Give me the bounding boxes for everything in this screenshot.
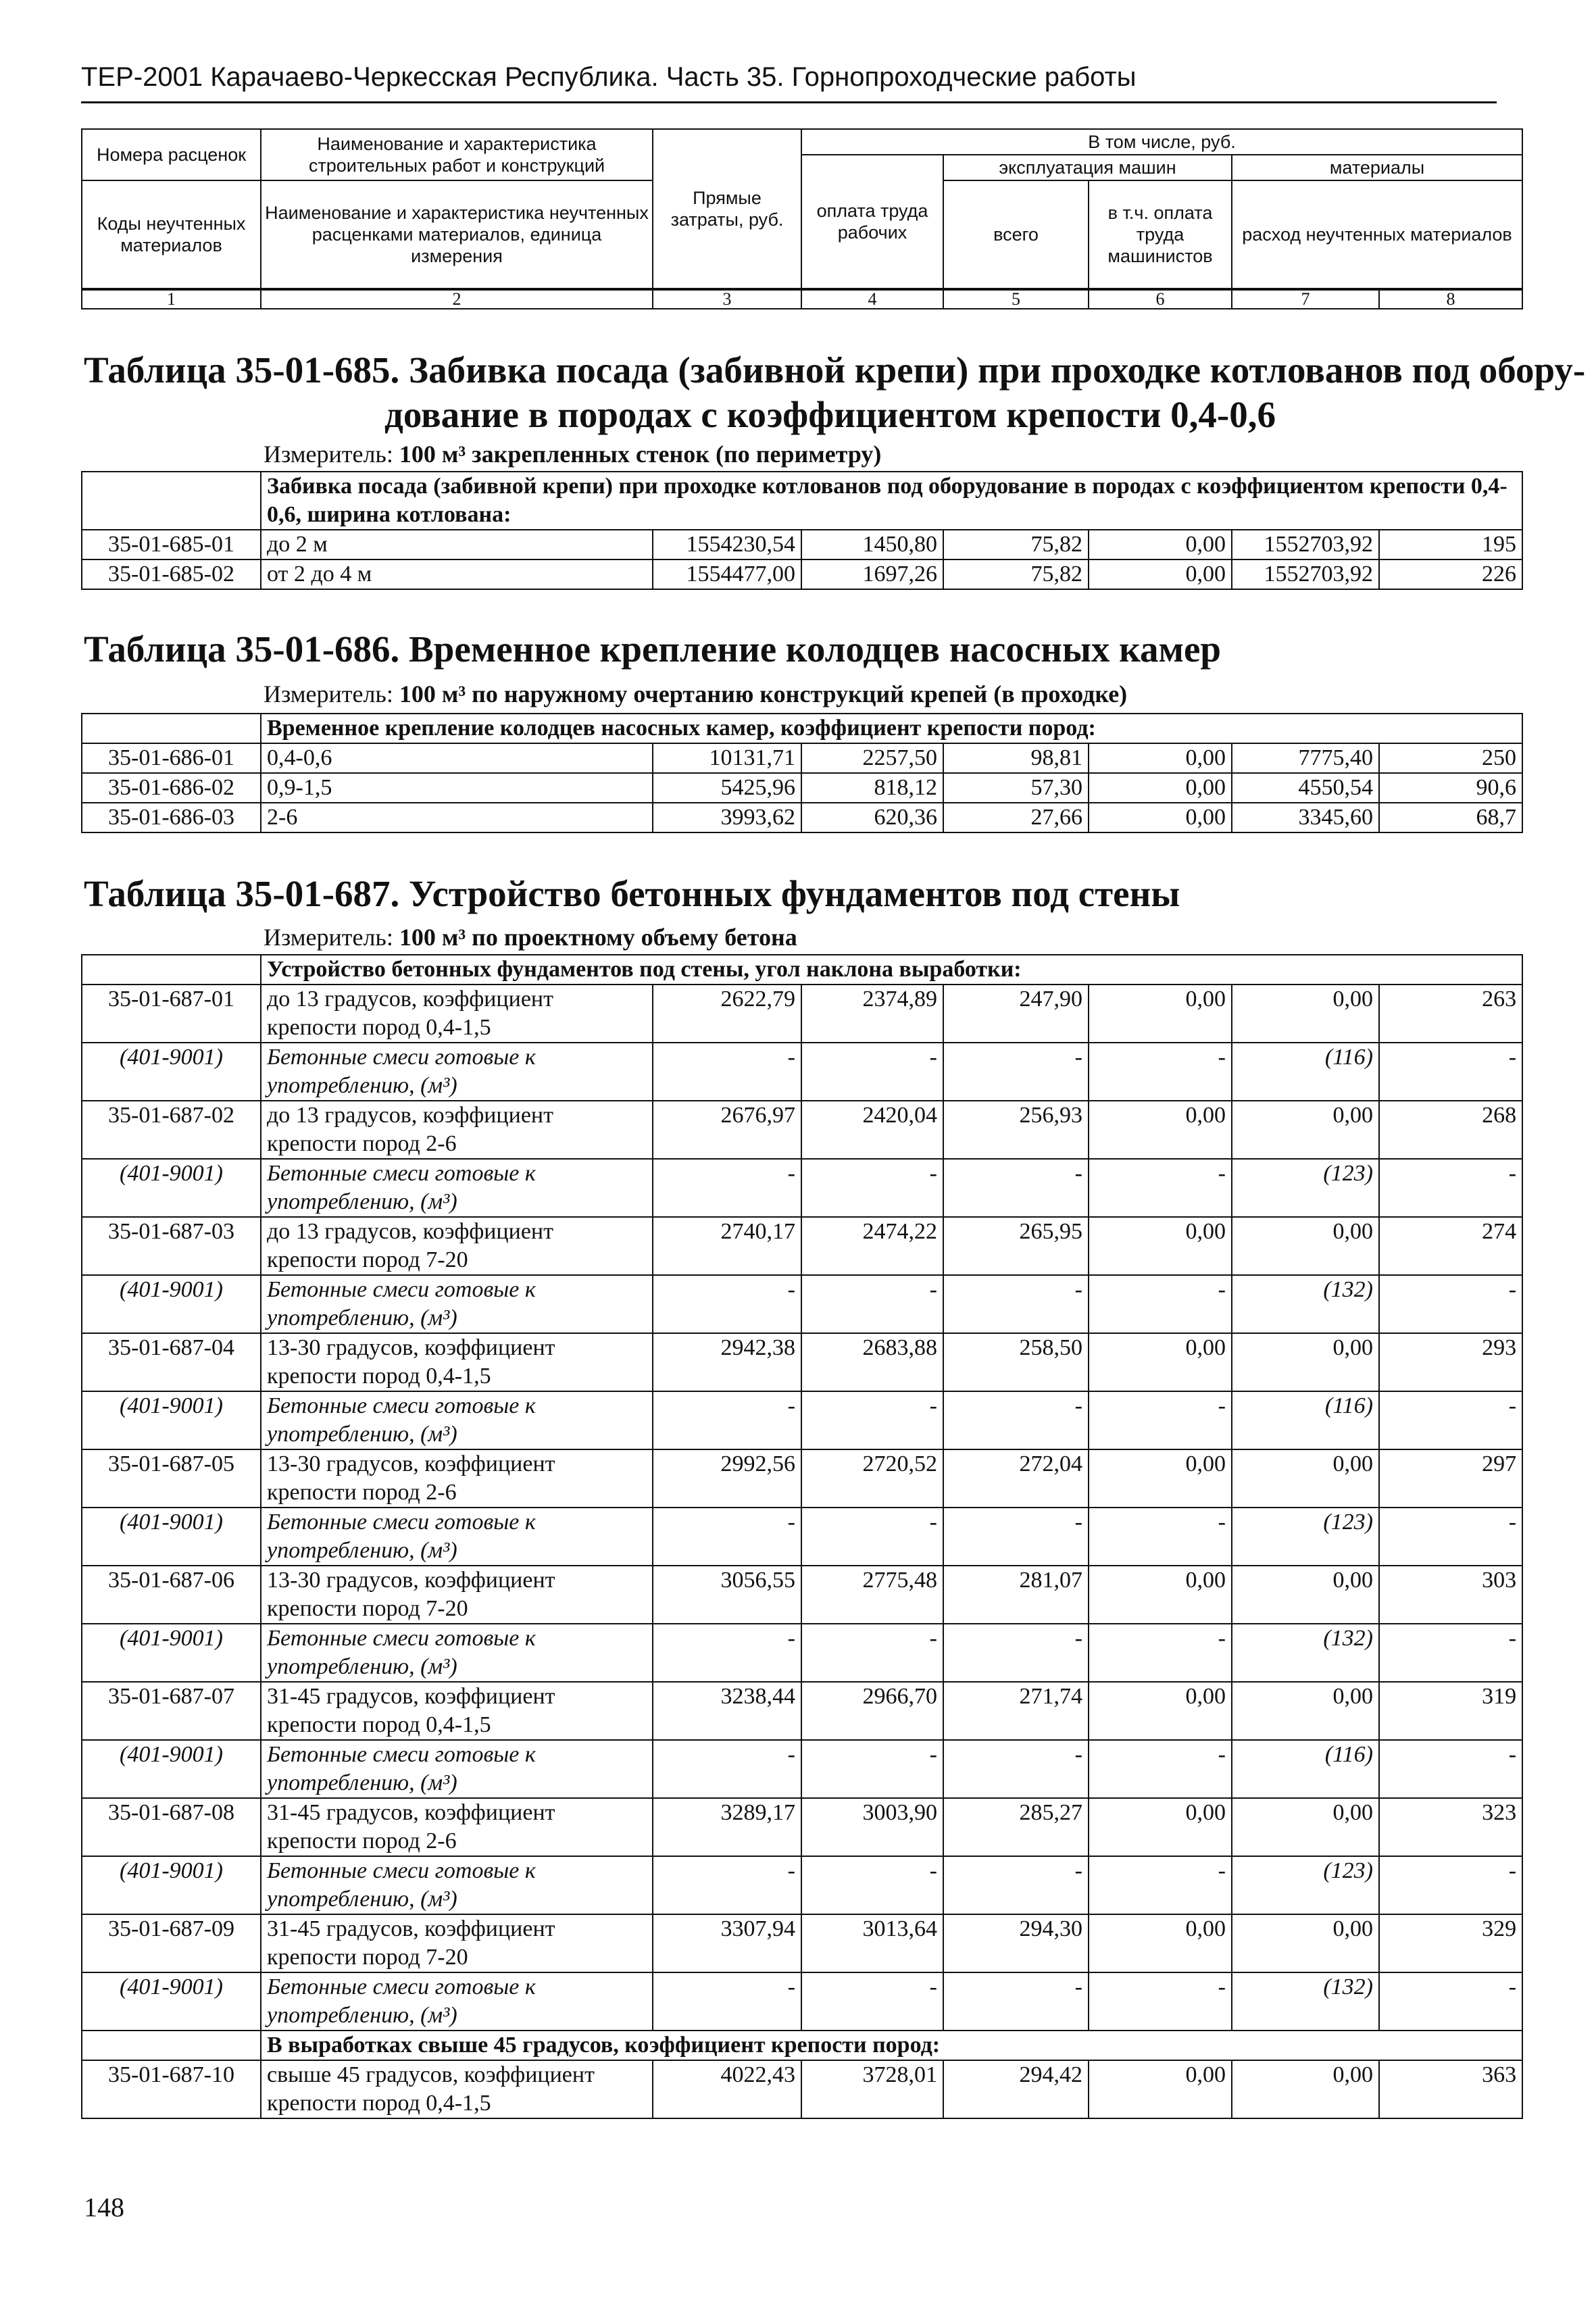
material-name: Бетонные смеси готовые к употреблению, (м³) [261, 1624, 653, 1682]
table-685 [81, 471, 1523, 590]
cell-mat: 0,00 [1232, 1798, 1379, 1856]
cell-machpay: 0,00 [1089, 985, 1232, 1043]
cell-machpay: 0,00 [1089, 1914, 1232, 1972]
cell-dash: - [943, 1740, 1089, 1798]
cell-machpay: 0,00 [1089, 1217, 1232, 1275]
table-686 [81, 713, 1523, 833]
cell-dash: - [943, 1972, 1089, 2031]
cell-name: 31-45 градусов, коэффициент крепости пород 0,4-1,5 [261, 1682, 653, 1740]
material-quantity: (116) [1232, 1043, 1379, 1101]
cell-name: до 13 градусов, коэффициент крепости пород 0,4-1,5 [261, 985, 653, 1043]
cell-machpay: 0,00 [1089, 1101, 1232, 1159]
cell-pay: 3728,01 [801, 2060, 943, 2118]
cell-machpay: 0,00 [1089, 1566, 1232, 1624]
cell-dash: - [1379, 1391, 1522, 1449]
cell-mat: 0,00 [1232, 1101, 1379, 1159]
material-quantity: (123) [1232, 1159, 1379, 1217]
material-row [82, 1856, 1522, 1914]
cell-dash: - [1089, 1972, 1232, 2031]
col-materials: материалы [1232, 155, 1522, 180]
cell-direct: 3056,55 [653, 1566, 801, 1624]
cell-name: 13-30 градусов, коэффициент крепости пород 0,4-1,5 [261, 1333, 653, 1391]
cell-dash: - [653, 1159, 801, 1217]
cell-mat: 0,00 [1232, 1914, 1379, 1972]
cell-name: свыше 45 градусов, коэффициент крепости пород 0,4-1,5 [261, 2060, 653, 2118]
cell-direct: 3238,44 [653, 1682, 801, 1740]
cell-dash: - [801, 1972, 943, 2031]
table-row [82, 985, 1522, 1043]
material-row [82, 1275, 1522, 1333]
col-materials-consumption: расход неучтенных материалов [1232, 180, 1522, 289]
table-685-title-line2: дование в породах с коэффициентом крепости 0,4-0,6 [384, 394, 1276, 435]
material-name: Бетонные смеси готовые к употреблению, (м³) [261, 1275, 653, 1333]
cell-dash: - [1089, 1624, 1232, 1682]
col-including: В том числе, руб. [801, 129, 1522, 155]
col-workers-pay: оплата труда рабочих [801, 155, 943, 289]
col-number: 1 [82, 290, 261, 309]
cell-name: 31-45 градусов, коэффициент крепости пород 2-6 [261, 1798, 653, 1856]
material-row [82, 1043, 1522, 1101]
cell-name: 31-45 градусов, коэффициент крепости пород 7-20 [261, 1914, 653, 1972]
cell-name: 13-30 градусов, коэффициент крепости пород 7-20 [261, 1566, 653, 1624]
cell-mach: 281,07 [943, 1566, 1089, 1624]
material-name: Бетонные смеси готовые к употреблению, (м³) [261, 1856, 653, 1914]
cell-direct: 2622,79 [653, 985, 801, 1043]
cell-pay: 2420,04 [801, 1101, 943, 1159]
col-rates-numbers: Номера расценок [82, 129, 261, 180]
cell-dash: - [1089, 1508, 1232, 1566]
cell-dash: - [653, 1740, 801, 1798]
col-number: 3 [653, 290, 801, 309]
material-name: Бетонные смеси готовые к употреблению, (м³) [261, 1159, 653, 1217]
material-code: (401-9001) [82, 1391, 261, 1449]
cell-direct: 3289,17 [653, 1798, 801, 1856]
cell-name: до 13 градусов, коэффициент крепости пород 7-20 [261, 1217, 653, 1275]
cell-labor: 293 [1379, 1333, 1522, 1391]
cell-mat: 0,00 [1232, 1566, 1379, 1624]
cell-mach: 272,04 [943, 1449, 1089, 1508]
col-work-name: Наименование и характеристика строительных работ и конструкций [261, 129, 653, 180]
cell-code: 35-01-687-02 [82, 1101, 261, 1159]
cell-mach: 265,95 [943, 1217, 1089, 1275]
cell-dash: - [1089, 1159, 1232, 1217]
cell-dash: - [801, 1740, 943, 1798]
cell-name: до 13 градусов, коэффициент крепости пород 2-6 [261, 1101, 653, 1159]
cell-mat: 0,00 [1232, 1217, 1379, 1275]
cell-mach: 271,74 [943, 1682, 1089, 1740]
cell-pay: 3003,90 [801, 1798, 943, 1856]
page-header: ТЕР-2001 Карачаево-Черкесская Республика. Часть 35. Горнопроходческие работы [81, 62, 1137, 92]
cell-labor: 268 [1379, 1101, 1522, 1159]
cell-dash: - [1379, 1740, 1522, 1798]
cell-labor: 274 [1379, 1217, 1522, 1275]
table-685-meter: Измеритель: 100 м³ закрепленных стенок (по периметру) [264, 441, 882, 468]
col-machinists-pay: в т.ч. оплата труда машинистов [1089, 180, 1232, 289]
cell-dash: - [801, 1275, 943, 1333]
column-numbers-row [81, 289, 1523, 309]
cell-dash: - [1379, 1624, 1522, 1682]
material-row [82, 1391, 1522, 1449]
table-687-meter: Измеритель: 100 м³ по проектному объему бетона [264, 924, 797, 951]
cell-code: 35-01-687-08 [82, 1798, 261, 1856]
cell-code: 35-01-687-03 [82, 1217, 261, 1275]
cell-dash: - [1379, 1972, 1522, 2031]
cell-direct: 3307,94 [653, 1914, 801, 1972]
col-machines-total: всего [943, 180, 1089, 289]
cell-dash: - [1089, 1740, 1232, 1798]
cell-machpay: 0,00 [1089, 1333, 1232, 1391]
cell-mat: 0,00 [1232, 2060, 1379, 2118]
cell-dash: - [801, 1856, 943, 1914]
cell-mach: 256,93 [943, 1101, 1089, 1159]
spacer-cell [82, 2031, 261, 2060]
table-686-meter: Измеритель: 100 м³ по наружному очертанию конструкций крепей (в проходке) [264, 680, 1128, 707]
cell-dash: - [653, 1391, 801, 1449]
col-direct-costs: Прямые затраты, руб. [653, 129, 801, 289]
material-row [82, 1508, 1522, 1566]
cell-pay: 2374,89 [801, 985, 943, 1043]
cell-labor: 323 [1379, 1798, 1522, 1856]
material-code: (401-9001) [82, 1159, 261, 1217]
material-code: (401-9001) [82, 1972, 261, 2031]
table-row [82, 1914, 1522, 1972]
material-code: (401-9001) [82, 1624, 261, 1682]
cell-dash: - [653, 1043, 801, 1101]
cell-direct: 4022,43 [653, 2060, 801, 2118]
cell-dash: - [1379, 1043, 1522, 1101]
cell-pay: 3013,64 [801, 1914, 943, 1972]
table-686-title: Таблица 35-01-686. Временное крепление колодцев насосных камер [84, 628, 1221, 670]
table-row [82, 1798, 1522, 1856]
cell-dash: - [1379, 1856, 1522, 1914]
cell-labor: 297 [1379, 1449, 1522, 1508]
table-687 [81, 954, 1523, 2119]
table-row [82, 1217, 1522, 1275]
table-687-subhead: Устройство бетонных фундаментов под стены, угол наклона выработки: [261, 955, 1522, 985]
material-code: (401-9001) [82, 1740, 261, 1798]
material-quantity: (116) [1232, 1391, 1379, 1449]
material-quantity: (123) [1232, 1508, 1379, 1566]
material-quantity: (132) [1232, 1275, 1379, 1333]
material-code: (401-9001) [82, 1043, 261, 1101]
cell-direct: 2942,38 [653, 1333, 801, 1391]
cell-dash: - [943, 1391, 1089, 1449]
table-685-title-line1: Таблица 35-01-685. Забивка посада (забивной крепи) при проходке котлованов под обору- [84, 349, 1586, 391]
header-rule [81, 101, 1497, 103]
table-685-subhead: Забивка посада (забивной крепи) при проходке котлованов под оборудование в породах с коэффициентом крепости 0,4-0,6, ширина котлована: [261, 472, 1522, 530]
table-row: 35-01-685-01 до 2 м 1554230,54 1450,80 75,82 0,00 1552703,92 195 [82, 530, 1522, 559]
col-number: 2 [261, 290, 653, 309]
table-row [82, 1101, 1522, 1159]
material-row [82, 1972, 1522, 2031]
material-name: Бетонные смеси готовые к употреблению, (м³) [261, 1972, 653, 2031]
cell-pay: 2966,70 [801, 1682, 943, 1740]
table-686-subhead: Временное крепление колодцев насосных камер, коэффициент крепости пород: [261, 714, 1522, 743]
table-row [82, 1566, 1522, 1624]
cell-mach: 258,50 [943, 1333, 1089, 1391]
cell-mat: 0,00 [1232, 1682, 1379, 1740]
table-row: 35-01-685-02 от 2 до 4 м 1554477,00 1697,26 75,82 0,00 1552703,92 226 [82, 559, 1522, 589]
material-code: (401-9001) [82, 1508, 261, 1566]
col-number: 7 [1232, 290, 1379, 309]
material-quantity: (132) [1232, 1624, 1379, 1682]
cell-dash: - [801, 1159, 943, 1217]
cell-pay: 2474,22 [801, 1217, 943, 1275]
cell-dash: - [653, 1508, 801, 1566]
cell-dash: - [653, 1972, 801, 2031]
cell-code: 35-01-687-05 [82, 1449, 261, 1508]
material-name: Бетонные смеси готовые к употреблению, (м³) [261, 1508, 653, 1566]
cell-labor: 363 [1379, 2060, 1522, 2118]
material-name: Бетонные смеси готовые к употреблению, (м³) [261, 1043, 653, 1101]
cell-dash: - [943, 1159, 1089, 1217]
cell-mat: 0,00 [1232, 1333, 1379, 1391]
cell-dash: - [653, 1856, 801, 1914]
table-687-subhead2: В выработках свыше 45 градусов, коэффициент крепости пород: [261, 2031, 1522, 2060]
cell-dash: - [653, 1275, 801, 1333]
cell-dash: - [1089, 1275, 1232, 1333]
cell-dash: - [801, 1391, 943, 1449]
material-row [82, 1159, 1522, 1217]
table-row [82, 2060, 1522, 2118]
cell-pay: 2683,88 [801, 1333, 943, 1391]
cell-mat: 0,00 [1232, 1449, 1379, 1508]
material-code: (401-9001) [82, 1856, 261, 1914]
material-quantity: (123) [1232, 1856, 1379, 1914]
cell-dash: - [1089, 1856, 1232, 1914]
table-row: 35-01-686-02 0,9-1,5 5425,96 818,12 57,30 0,00 4550,54 90,6 [82, 773, 1522, 803]
col-number: 5 [943, 290, 1089, 309]
cell-mat: 0,00 [1232, 985, 1379, 1043]
col-unaccounted-codes: Коды неучтенных материалов [82, 180, 261, 289]
cell-code: 35-01-687-07 [82, 1682, 261, 1740]
cell-direct: 2992,56 [653, 1449, 801, 1508]
cell-mach: 247,90 [943, 985, 1089, 1043]
material-name: Бетонные смеси готовые к употреблению, (м³) [261, 1740, 653, 1798]
cell-code: 35-01-687-09 [82, 1914, 261, 1972]
col-number: 8 [1379, 290, 1522, 309]
cell-dash: - [1089, 1043, 1232, 1101]
cell-mach: 285,27 [943, 1798, 1089, 1856]
cell-mach: 294,30 [943, 1914, 1089, 1972]
material-name: Бетонные смеси готовые к употреблению, (м³) [261, 1391, 653, 1449]
cell-labor: 319 [1379, 1682, 1522, 1740]
cell-dash: - [1379, 1159, 1522, 1217]
table-685-title [84, 348, 1585, 437]
cell-dash: - [943, 1043, 1089, 1101]
cell-code: 35-01-687-04 [82, 1333, 261, 1391]
material-code: (401-9001) [82, 1275, 261, 1333]
table-687-title: Таблица 35-01-687. Устройство бетонных фундаментов под стены [84, 873, 1180, 914]
cell-machpay: 0,00 [1089, 1449, 1232, 1508]
table-row: 35-01-686-03 2-6 3993,62 620,36 27,66 0,00 3345,60 68,7 [82, 803, 1522, 832]
col-number: 4 [801, 290, 943, 309]
cell-labor: 263 [1379, 985, 1522, 1043]
cell-dash: - [943, 1275, 1089, 1333]
cell-dash: - [943, 1624, 1089, 1682]
cell-dash: - [1379, 1508, 1522, 1566]
cell-direct: 2676,97 [653, 1101, 801, 1159]
cell-direct: 2740,17 [653, 1217, 801, 1275]
cell-dash: - [943, 1508, 1089, 1566]
cell-pay: 2775,48 [801, 1566, 943, 1624]
cell-machpay: 0,00 [1089, 1682, 1232, 1740]
cell-pay: 2720,52 [801, 1449, 943, 1508]
col-number: 6 [1089, 290, 1232, 309]
table-row [82, 1682, 1522, 1740]
page-number: 148 [84, 2192, 124, 2222]
cell-dash: - [801, 1624, 943, 1682]
cell-labor: 303 [1379, 1566, 1522, 1624]
material-row [82, 1624, 1522, 1682]
cell-code: 35-01-687-01 [82, 985, 261, 1043]
table-row [82, 1333, 1522, 1391]
cell-labor: 329 [1379, 1914, 1522, 1972]
cell-dash: - [1379, 1275, 1522, 1333]
cell-mach: 294,42 [943, 2060, 1089, 2118]
cell-name: 13-30 градусов, коэффициент крепости пород 2-6 [261, 1449, 653, 1508]
cell-machpay: 0,00 [1089, 2060, 1232, 2118]
cell-code: 35-01-687-10 [82, 2060, 261, 2118]
cell-dash: - [1089, 1391, 1232, 1449]
table-row: 35-01-686-01 0,4-0,6 10131,71 2257,50 98,81 0,00 7775,40 250 [82, 743, 1522, 773]
col-machines: эксплуатация машин [943, 155, 1232, 180]
cell-dash: - [653, 1624, 801, 1682]
material-quantity: (116) [1232, 1740, 1379, 1798]
col-unaccounted-name: Наименование и характеристика неучтенных расценками материалов, единица измерения [261, 180, 653, 289]
table-row [82, 1449, 1522, 1508]
cell-dash: - [801, 1043, 943, 1101]
cell-dash: - [943, 1856, 1089, 1914]
cell-code: 35-01-687-06 [82, 1566, 261, 1624]
material-quantity: (132) [1232, 1972, 1379, 2031]
cell-machpay: 0,00 [1089, 1798, 1232, 1856]
material-row [82, 1740, 1522, 1798]
column-header-table [81, 128, 1523, 289]
cell-dash: - [801, 1508, 943, 1566]
